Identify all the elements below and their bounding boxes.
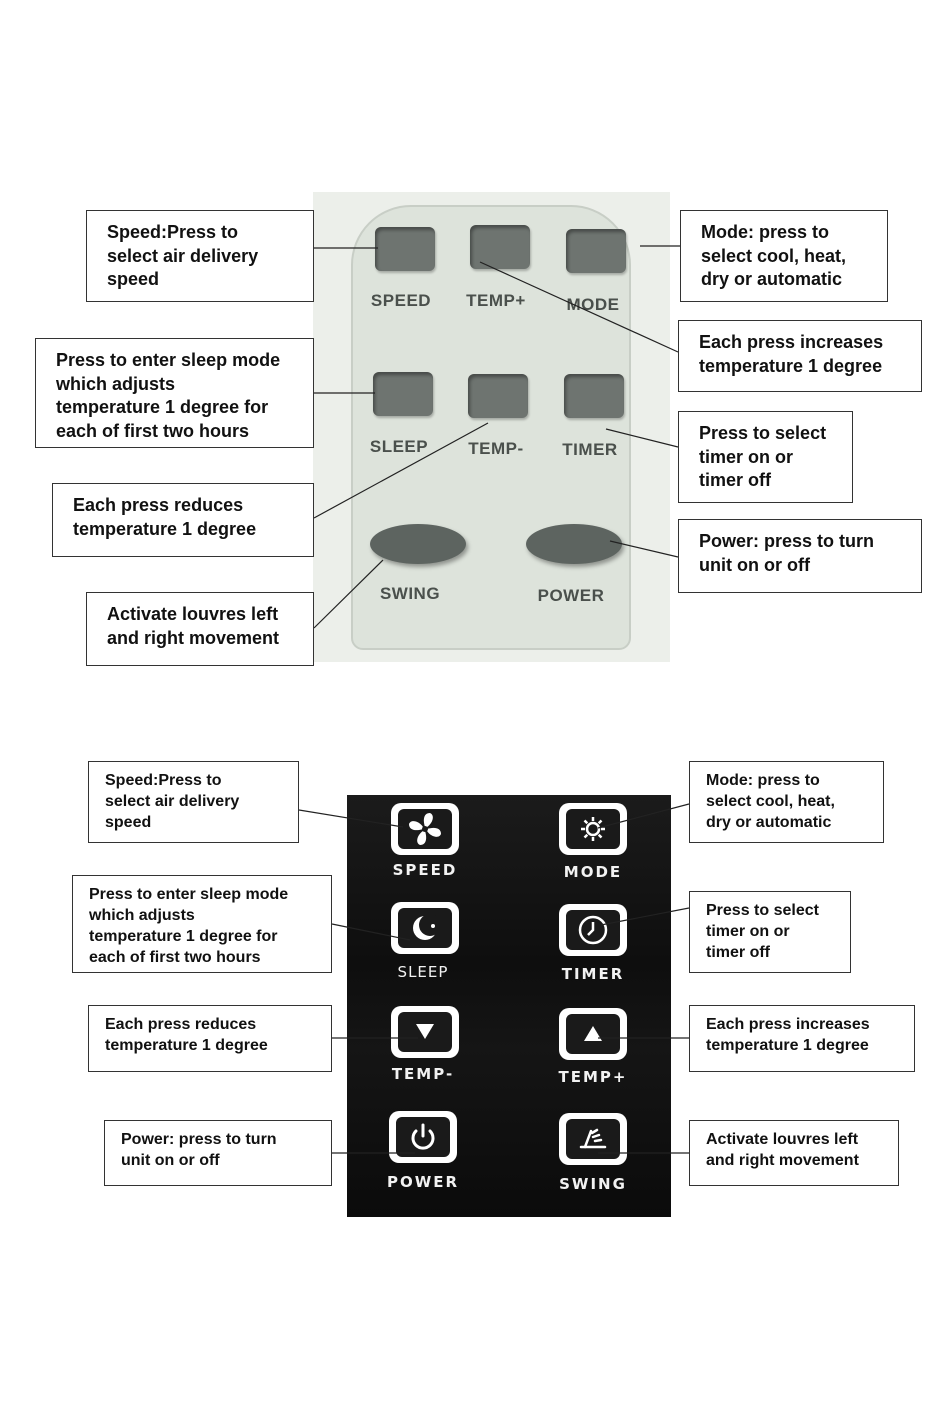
swing-label: SWING [559,1175,627,1193]
sleep-label: SLEEP [397,963,449,981]
timer-label: TIMER [562,440,618,459]
temp-plus-callout [678,320,922,392]
fan-icon [391,803,459,855]
swing-callout-text: Activate louvres left and right movement [107,604,280,648]
swing-callout-text: Activate louvres left and right movement [706,1131,859,1169]
temp-plus-label: TEMP+ [466,291,526,310]
gear-icon [559,803,627,855]
power-label: POWER [386,1173,460,1191]
swing-button[interactable] [370,524,466,564]
timer-callout [678,411,853,503]
swing-label: SWING [379,584,441,603]
timer-callout-text: Press to select timer on or timer off [706,902,819,961]
speed-label: SPEED [370,291,432,310]
power-callout-text: Power: press to turn unit on or off [699,531,875,575]
mode-button[interactable] [566,229,626,273]
power-label: POWER [537,586,605,605]
triangle-up-icon [559,1008,627,1060]
temp-minus-button[interactable] [468,374,528,418]
power-callout [104,1120,332,1186]
speed-callout-text: Speed:Press to select air delivery speed [107,222,259,289]
temp-minus-callout [52,483,314,557]
temp-plus-label: TEMP+ [558,1068,628,1086]
remote-panel [347,795,671,1217]
remote-photo [313,192,670,662]
speed-callout [86,210,314,302]
timer-callout [689,891,851,973]
clock-icon [559,904,627,956]
sleep-label: SLEEP [369,437,429,456]
power-icon [389,1111,457,1163]
temp-plus-callout-text: Each press increases temperature 1 degree [706,1016,870,1054]
mode-callout-text: Mode: press to select cool, heat, dry or automatic [706,772,835,831]
timer-label: TIMER [561,965,625,983]
temp-minus-callout [88,1005,332,1072]
speed-button[interactable] [391,803,459,855]
mode-button[interactable] [559,803,627,855]
swing-callout [86,592,314,666]
sleep-button[interactable] [373,372,433,416]
sleep-callout-text: Press to enter sleep mode which adjusts temperature 1 degree for each of first two hours [89,886,289,966]
triangle-down-icon [391,1006,459,1058]
power-callout [678,519,922,593]
mode-callout [680,210,888,302]
sleep-callout-text: Press to enter sleep mode which adjusts temperature 1 degree for each of first two hours [56,350,281,441]
power-callout-text: Power: press to turn unit on or off [121,1131,277,1169]
timer-button[interactable] [564,374,624,418]
moon-icon [391,902,459,954]
mode-callout-text: Mode: press to select cool, heat, dry or automatic [701,222,847,289]
sleep-button[interactable] [391,902,459,954]
temp-plus-callout-text: Each press increases temperature 1 degree [699,332,884,376]
speed-callout [88,761,299,843]
temp-plus-button[interactable] [470,225,530,269]
mode-label: MODE [563,863,623,881]
sleep-callout [35,338,314,448]
timer-callout-text: Press to select timer on or timer off [699,423,827,490]
power-button[interactable] [389,1111,457,1163]
timer-button[interactable] [559,904,627,956]
speed-label: SPEED [392,861,458,879]
power-button[interactable] [526,524,622,564]
temp-minus-button[interactable] [391,1006,459,1058]
temp-minus-label: TEMP- [391,1065,455,1083]
mode-callout [689,761,884,843]
temp-plus-button[interactable] [559,1008,627,1060]
temp-minus-callout-text: Each press reduces temperature 1 degree [73,495,257,539]
mode-label: MODE [566,295,620,314]
swing-icon [559,1113,627,1165]
swing-button[interactable] [559,1113,627,1165]
swing-callout [689,1120,899,1186]
temp-minus-label: TEMP- [468,439,524,458]
temp-minus-callout-text: Each press reduces temperature 1 degree [105,1016,268,1054]
speed-callout-text: Speed:Press to select air delivery speed [105,772,240,831]
sleep-callout [72,875,332,973]
temp-plus-callout [689,1005,915,1072]
speed-button[interactable] [375,227,435,271]
